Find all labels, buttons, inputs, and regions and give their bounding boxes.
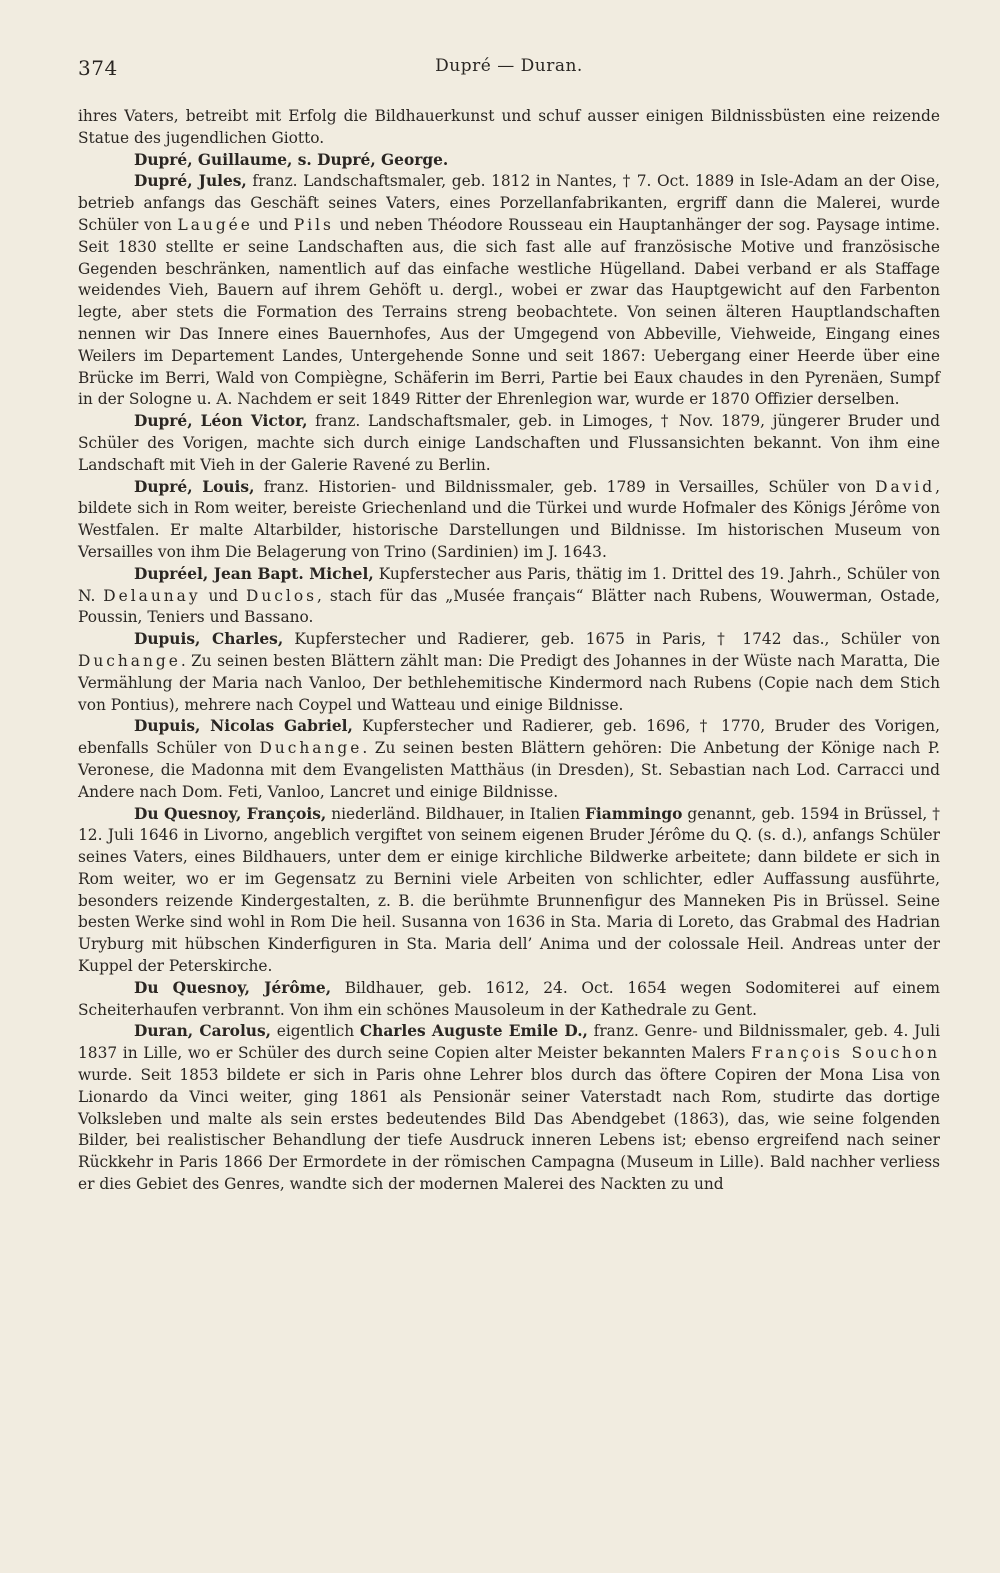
entry-text: und neben Théodore Rousseau ein Hauptanhänger der sog. Paysage intime. Seit 1830 stellte er seine Landschaften aus, die sich fast alle auf französische Motive und französische Gegenden beschränken, namentlich auf das einfache westliche Hügelland. Dabei verband er als Staffage weidendes Vieh, Bauern auf ihrem Gehöft u. dergl., wobei er zwar das Hauptgewicht auf den Farbenton legte, aber stets die Formation des Terrains streng beobachtete. Von seinen älteren Hauptlandschaften nennen wir Das Innere eines Bauernhofes, Aus der Umgegend von Abbeville, Viehweide, Eingang eines Weilers im Departement Landes, Untergehende Sonne und seit 1867: Uebergang einer Heerde über eine Brücke im Berri, Wald von Compiègne, Schäferin im Berri, Partie bei Eaux chaudes in den Pyrenäen, Sumpf in der Sologne u. A. Nachdem er seit 1849 Ritter der Ehrenlegion war, wurde er 1870 Offizier derselben. — [78, 215, 940, 409]
page-number: 374 — [78, 56, 118, 80]
spaced-name: David — [875, 477, 936, 496]
running-title: Dupré — Duran. — [435, 56, 583, 76]
dictionary-entry — [78, 564, 940, 629]
dictionary-entry — [78, 978, 940, 1022]
dictionary-entry — [78, 411, 940, 476]
entry-text: wurde. Seit 1853 bildete er sich in Paris ohne Lehrer blos durch das öftere Copiren der Mona Lisa von Lionardo da Vinci weiter, ging 1861 als Pensionär seiner Vaterstadt nach Rom, studirte das dortige Volksleben und malte als sein erstes bedeutendes Bild Das Abendgebet (1863), das, wie seine folgenden Bilder, bei realistischer Behandlung der tiefe Ausdruck inneren Lebens ist; ebenso ergreifend nach seiner Rückkehr in Paris 1866 Der Ermordete in der römischen Campagna (Museum in Lille). Bald nachher verliess er dies Gebiet des Genres, wandte sich der modernen Malerei des Nackten zu und — [78, 1066, 940, 1194]
entry-headword: Fiammingo — [585, 804, 683, 823]
spaced-name: Delaunay — [103, 586, 201, 605]
entry-continuation — [78, 106, 940, 150]
spaced-name: Laugée — [177, 215, 253, 234]
entry-headword: Du Quesnoy, Jérôme, — [134, 978, 332, 997]
spaced-name: Duchange — [78, 651, 181, 670]
entry-text: Kupferstecher und Radierer, geb. 1675 in Paris, † 1742 das., Schüler von — [283, 630, 940, 649]
entry-headword: Dupré, Léon Victor, — [134, 412, 308, 431]
spaced-name: Duchange — [259, 739, 363, 758]
entry-text: franz. Landschaftsmaler, geb. in Limoges, † Nov. 1879, jüngerer Bruder und Schüler des Vorigen, machte sich durch einige Landschaften und Flussansichten bekannt. Von ihm eine Landschaft mit Vieh in der Galerie Ravené zu Berlin. — [78, 412, 940, 474]
entry-text: , stach für das „Musée français“ Blätter nach Rubens, Wouwerman, Ostade, Poussin, Teniers und Bassano. — [78, 586, 940, 627]
entry-headword: Charles Auguste Emile D., — [359, 1022, 588, 1041]
entry-headword: Dupréel, Jean Bapt. Michel, — [134, 564, 374, 583]
entry-text: niederländ. Bildhauer, in Italien — [326, 804, 585, 823]
entry-headword: Duran, Carolus, — [134, 1022, 271, 1041]
entry-text: franz. Historien- und Bildnissmaler, geb. 1789 in Versailles, Schüler von — [254, 477, 876, 496]
spaced-name: François Souchon — [751, 1044, 940, 1063]
dictionary-entry — [78, 150, 940, 172]
entry-headword: Dupuis, Nicolas Gabriel, — [134, 717, 353, 736]
dictionary-entry — [78, 477, 940, 564]
entry-headword: Du Quesnoy, François, — [134, 804, 327, 823]
dictionary-entry — [78, 716, 940, 803]
entry-headword: Dupré, Jules, — [134, 172, 247, 191]
entry-headword: Dupré, Louis, — [134, 477, 255, 496]
dictionary-entry — [78, 804, 940, 978]
entry-text: Bildhauer, geb. 1612, 24. Oct. 1654 wegen Sodomiterei auf einem Scheiterhaufen verbrannt. Von ihm ein schönes Mausoleum in der Kathedrale zu Gent. — [78, 978, 940, 1019]
entry-text: . Zu seinen besten Blättern gehören: Die Anbetung der Könige nach P. Veronese, die Madonna mit dem Evangelisten Matthäus (in Dresden), St. Sebastian nach Lod. Carracci und Andere nach Dom. Feti, Vanloo, Lancret und einige Bildnisse. — [78, 739, 940, 801]
dictionary-entry — [78, 1021, 940, 1195]
dictionary-entries — [78, 106, 940, 1196]
entry-text: , bildete sich in Rom weiter, bereiste Griechenland und die Türkei und wurde Hofmaler des Königs Jérôme von Westfalen. Er malte Altarbilder, historische Darstellungen und Bildnisse. Im historischen Museum von Versailles von ihm Die Belagerung von Trino (Sardinien) im J. 1643. — [78, 477, 941, 561]
dictionary-entry — [78, 629, 940, 716]
page-header — [78, 56, 940, 92]
spaced-name: Duclos — [246, 586, 318, 605]
entry-text: eigentlich — [271, 1022, 360, 1041]
entry-headword: Dupré, Guillaume, s. Dupré, George. — [134, 150, 449, 169]
dictionary-entry — [78, 171, 940, 411]
entry-text: franz. Genre- und Bildnissmaler, geb. 4. Juli 1837 in Lille, wo er Schüler des durch seine Copien alter Meister bekannten Malers — [78, 1022, 941, 1063]
entry-text: und — [252, 215, 294, 234]
entry-headword: Dupuis, Charles, — [134, 630, 284, 649]
entry-text: und — [200, 586, 247, 605]
spaced-name: Pils — [293, 215, 334, 234]
entry-text: Kupferstecher und Radierer, geb. 1696, † 1770, Bruder des Vorigen, ebenfalls Schüler von — [78, 717, 940, 758]
entry-text: Kupferstecher aus Paris, thätig im 1. Drittel des 19. Jahrh., Schüler von N. — [78, 564, 940, 605]
entry-text: ihres Vaters, betreibt mit Erfolg die Bildhauerkunst und schuf ausser einigen Bildnissbüsten eine reizende Statue des jugendlichen Giotto. — [78, 107, 940, 147]
entry-text: franz. Landschaftsmaler, geb. 1812 in Nantes, † 7. Oct. 1889 in Isle-Adam an der Oise, betrieb anfangs das Geschäft seines Vaters, eines Porzellanfabrikanten, ergriff dann die Malerei, wurde Schüler von — [78, 172, 940, 234]
entry-text: genannt, geb. 1594 in Brüssel, † 12. Juli 1646 in Livorno, angeblich vergiftet von seinem eigenen Bruder Jérôme du Q. (s. d.), anfangs Schüler seines Vaters, eines Bildhauers, unter dem er einige kirchliche Bildwerke arbeitete; dann bildete er sich in Rom weiter, wo er im Gegensatz zu Bernini viele Arbeiten von schlichter, edler Auffassung ausführte, besonders reizende Kindergestalten, z. B. die berühmte Brunnenfigur des Manneken Pis in Brüssel. Seine besten Werke sind wohl in Rom Die heil. Susanna von 1636 in Sta. Maria di Loreto, das Grabmal des Hadrian Uryburg mit hübschen Kinderfiguren in Sta. Maria dell’ Anima und der colossale Heil. Andreas unter der Kuppel der Peterskirche. — [78, 804, 940, 976]
entry-text: . Zu seinen besten Blättern zählt man: Die Predigt des Johannes in der Wüste nach Maratta, Die Vermählung der Maria nach Vanloo, Der bethlehemitische Kindermord nach Rubens (Copie nach dem Stich von Pontius), mehrere nach Coypel und Watteau und einige Bildnisse. — [78, 651, 940, 714]
